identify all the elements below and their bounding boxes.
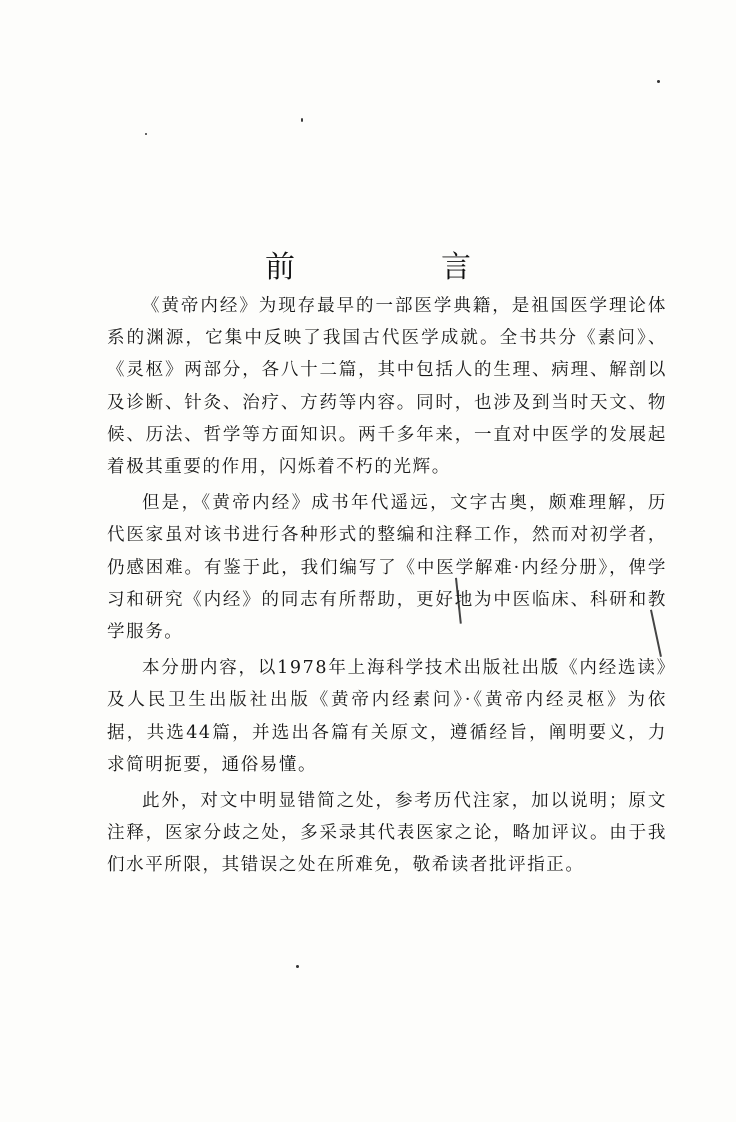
scan-speck — [301, 118, 303, 122]
paragraph-4: 此外，对文中明显错简之处，参考历代注家，加以说明；原文注释，医家分歧之处，多采录其代表医家之论，略加评议。由于我们水平所限，其错误之处在所难免，敬希读者批评指正。 — [107, 791, 667, 876]
scan-speck — [145, 133, 147, 135]
paragraph-3: 本分册内容，以1978年上海科学技术出版社出版《内经选读》及人民卫生出版社出版《黄帝内经素问》·《黄帝内经灵枢》为依据，共选44篇，并选出各篇有关原文，遵循经旨，阐明要义，力求简明扼要，通俗易懂。 — [107, 658, 667, 775]
scan-speck — [657, 80, 660, 83]
preface-body — [107, 290, 667, 886]
page-title: 前 言 — [265, 250, 529, 286]
paragraph-1: 《黄帝内经》为现存最早的一部医学典籍，是祖国医学理论体系的渊源，它集中反映了我国古代医学成就。全书共分《素问》、《灵枢》两部分，各八十二篇，其中包括人的生理、病理、解剖以及诊断、针灸、治疗、方药等内容。同时，也涉及到当时天文、物候、历法、哲学等方面知识。两千多年来，一直对中医学的发展起着极其重要的作用，闪烁着不朽的光辉。 — [107, 296, 667, 478]
paragraph-2: 但是，《黄帝内经》成书年代遥远，文字古奥，颇难理解，历代医家虽对该书进行各种形式的整编和注释工作，然而对初学者，仍感困难。有鉴于此，我们编写了《中医学解难·内经分册》，俾学习和研究《内经》的同志有所帮助，更好地为中医临床、科研和教学服务。 — [107, 493, 667, 643]
scan-speck — [296, 965, 299, 968]
